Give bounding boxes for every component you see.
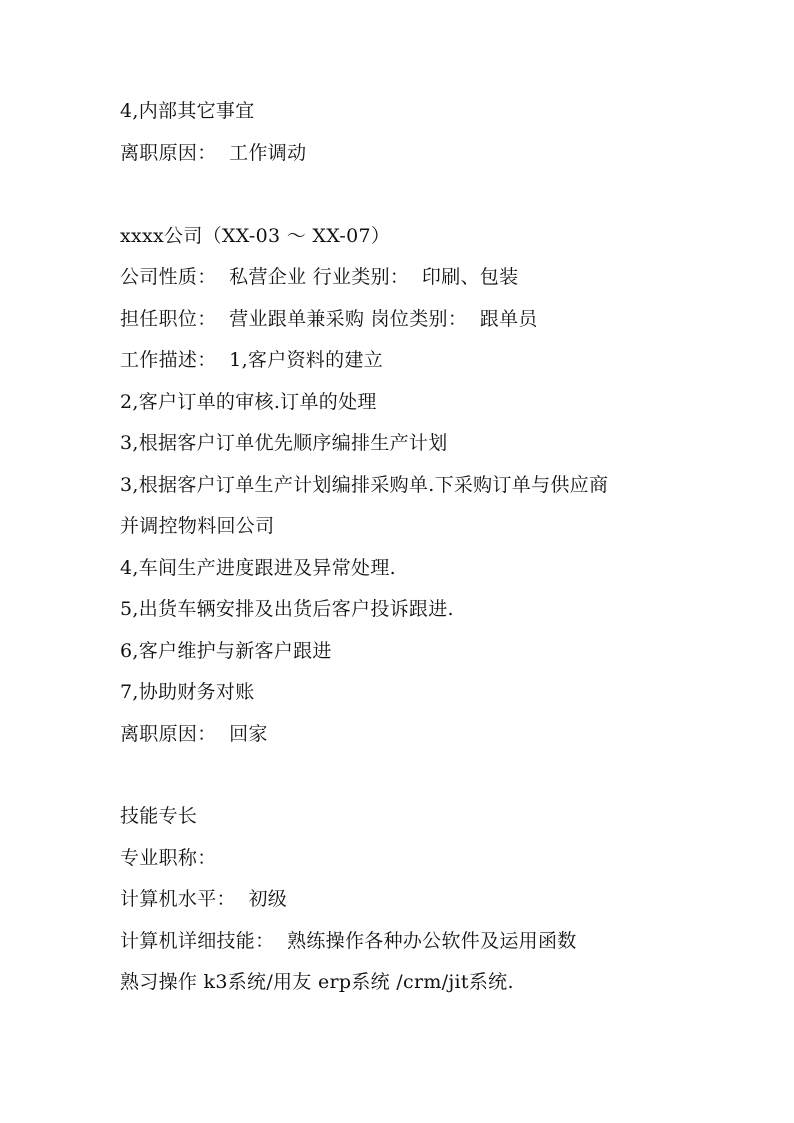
company-heading: xxxx公司（XX-03 ～ XX-07） (120, 225, 391, 247)
text-line: 担任职位： 营业跟单兼采购 岗位类别： 跟单员 (120, 308, 538, 330)
text-line: 离职原因： 工作调动 (120, 142, 307, 164)
section-heading: 技能专长 (120, 805, 198, 827)
text-line: 专业职称： (120, 847, 217, 869)
text-line: 公司性质： 私营企业 行业类别： 印刷、包装 (120, 266, 519, 288)
text-line: 4,车间生产进度跟进及异常处理. (120, 557, 396, 579)
text-line: 3,根据客户订单优先顺序编排生产计划 (120, 432, 448, 454)
text-line: 并调控物料回公司 (120, 515, 275, 537)
text-line: 工作描述： 1,客户资料的建立 (120, 349, 384, 371)
text-line: 5,出货车辆安排及出货后客户投诉跟进. (120, 598, 454, 620)
text-line: 3,根据客户订单生产计划编排采购单.下采购订单与供应商 (120, 474, 609, 496)
text-line: 4,内部其它事宜 (120, 100, 255, 122)
text-line: 离职原因： 回家 (120, 723, 268, 745)
text-line: 计算机水平： 初级 (120, 888, 288, 910)
text-line: 熟习操作 k3系统/用友 erp系统 /crm/jit系统. (120, 971, 514, 993)
text-line: 7,协助财务对账 (120, 681, 255, 703)
text-line: 6,客户维护与新客户跟进 (120, 640, 332, 662)
text-line: 计算机详细技能： 熟练操作各种办公软件及运用函数 (120, 930, 577, 952)
text-line: 2,客户订单的审核.订单的处理 (120, 391, 377, 413)
